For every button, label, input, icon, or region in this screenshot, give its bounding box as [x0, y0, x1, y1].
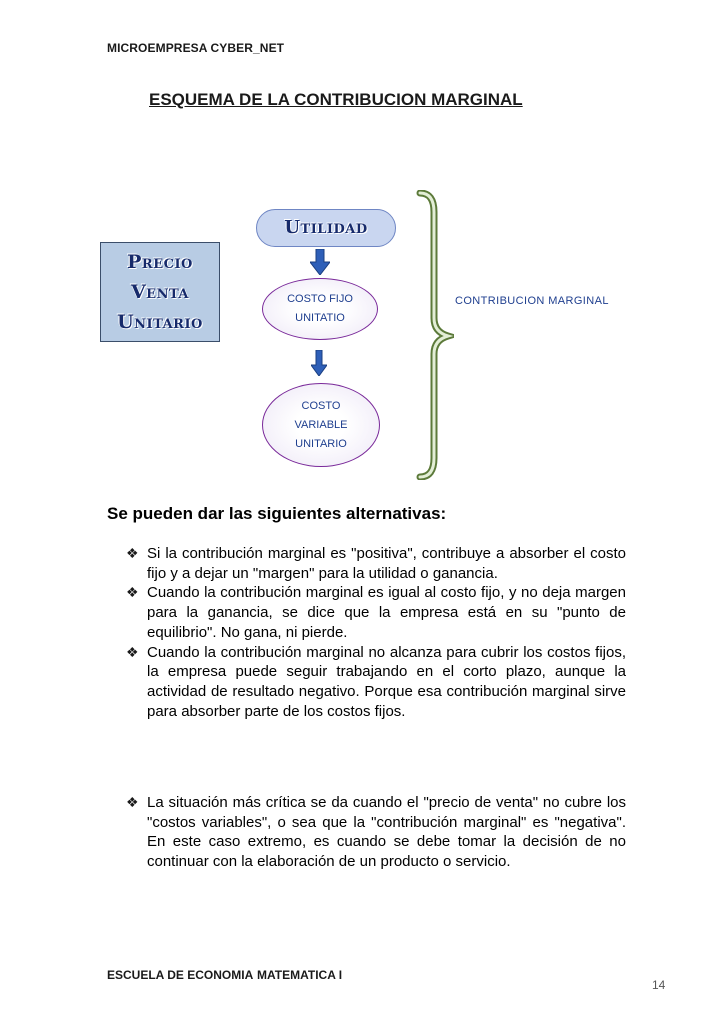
list-item-text: La situación más crítica se da cuando el "precio de venta" no cubre los "costos variables", o sea que la "contribución marginal" es "negativa". En este caso extremo, es cuando se debe tomar la decisión de no continuar con la elaboración de un producto o servicio. — [147, 794, 626, 871]
costo-fijo-line-1: COSTO FIJO — [287, 293, 353, 305]
unitario-line: Unitario — [117, 311, 203, 333]
alternatives-list — [126, 544, 626, 721]
contribucion-marginal-label: CONTRIBUCION MARGINAL — [455, 295, 609, 307]
precio-venta-box — [100, 242, 220, 342]
diamond-bullet-icon: ❖ — [126, 643, 139, 660]
page-number: 14 — [652, 978, 666, 992]
list-item-text: Si la contribución marginal es "positiva", contribuye a absorber el costo fijo y a dejar un "margen" para la utilidad o ganancia. — [147, 545, 626, 582]
precio-line: Precio — [127, 251, 193, 273]
costo-variable-line-2: VARIABLE — [294, 418, 348, 431]
utilidad-box — [256, 209, 396, 247]
list-item-text: Cuando la contribución marginal no alcanza para cubrir los costos fijos, la empresa puede seguir trabajando en el corto plazo, aunque la actividad de resultado negativo. Porque esa contribución marginal sirve para absorber parte de los costos fijos. — [147, 643, 626, 720]
section-heading: Se pueden dar las siguientes alternativas: — [107, 504, 447, 523]
utilidad-label: Utilidad — [284, 217, 368, 238]
right-brace-icon — [414, 190, 454, 480]
down-arrow-icon — [310, 249, 330, 275]
footer-school: ESCUELA DE ECONOMIA — [107, 968, 254, 982]
costo-fijo-line-2: UNITATIO — [295, 312, 345, 324]
list-item — [126, 793, 626, 872]
list-item-text: Cuando la contribución marginal es igual al costo fijo, y no deja margen para la ganancia, se dice que la empresa está en su "punto de equilibrio". No gana, ni pierde. — [147, 584, 626, 641]
diamond-bullet-icon: ❖ — [126, 584, 139, 601]
footer-course: MATEMATICA I — [257, 968, 343, 982]
costo-variable-ellipse — [262, 383, 380, 467]
precio-venta-label — [117, 247, 203, 337]
page-title: ESQUEMA DE LA CONTRIBUCION MARGINAL — [149, 90, 523, 109]
diamond-bullet-icon: ❖ — [126, 545, 139, 561]
diamond-bullet-icon: ❖ — [126, 794, 139, 810]
down-arrow-icon — [311, 350, 327, 376]
costo-fijo-ellipse — [262, 278, 378, 340]
list-item — [126, 643, 626, 722]
costo-variable-line-3: UNITARIO — [295, 437, 347, 450]
running-header: MICROEMPRESA CYBER_NET — [107, 41, 285, 55]
list-item — [126, 583, 626, 642]
costo-variable-line-1: COSTO — [301, 399, 341, 412]
list-item — [126, 544, 626, 583]
alternatives-list-extra — [126, 793, 626, 872]
venta-line: Venta — [130, 281, 190, 303]
